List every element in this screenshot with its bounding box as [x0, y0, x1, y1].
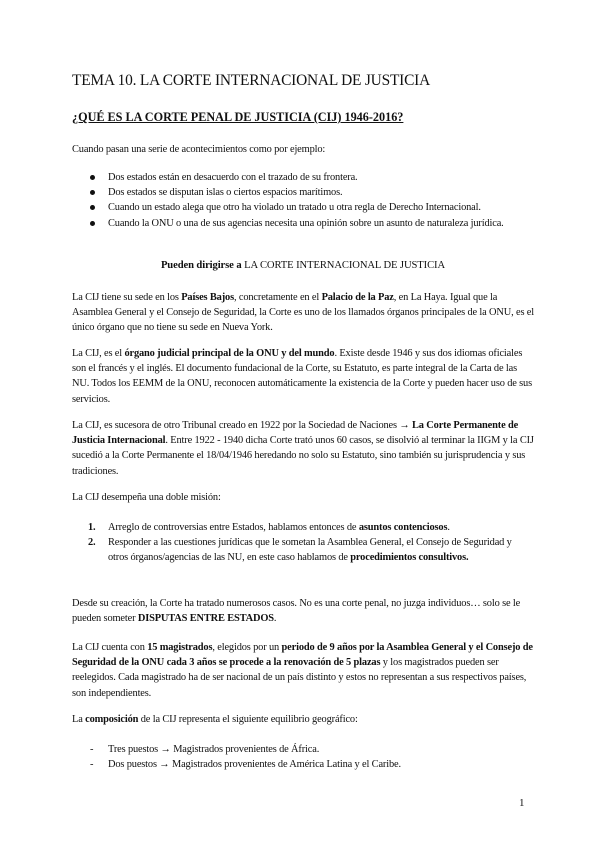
list-item: 2. Responder a las cuestiones jurídicas que le sometan la Asamblea General, el Consejo de Seguridad y otros órganos/agencias de las NU, en este caso hablamos de procedimientos consultivos.: [88, 537, 512, 564]
composition-list: [90, 742, 534, 772]
list-item: - Tres puestos → Magistrados provenientes de África.: [90, 744, 320, 755]
center-heading: Pueden dirigirse a LA CORTE INTERNACIONAL DE JUSTICIA: [160, 260, 446, 271]
intro-paragraph: Cuando pasan una serie de acontecimientos como por ejemplo:: [72, 144, 326, 155]
list-item: 1. Arreglo de controversias entre Estados, hablamos entonces de asuntos contenciosos.: [88, 522, 450, 533]
paragraph-sede: La CIJ tiene su sede en los Países Bajos, concretamente en el Palacio de la Paz, en La Haya. Igual que la Asamblea General y el Consejo de Seguridad, la Corte es uno de los llamados órganos principales de la ONU, es el único órgano que no tiene su sede en Nueva York.: [72, 292, 535, 334]
bullet-icon: [90, 205, 95, 210]
bullet-icon: [90, 221, 95, 226]
list-item: Cuando la ONU o una de sus agencias necesita una opinión sobre un asunto de naturaleza jurídica.: [86, 216, 534, 231]
paragraph-sucesora: La CIJ, es sucesora de otro Tribunal creado en 1922 por la Sociedad de Naciones → La Corte Permanente de Justicia Internacional. Entre 1922 - 1940 dicha Corte trató unos 60 casos, se disolvió al terminar la IIGM y la CIJ sucedió a la Corte Permanente el 18/04/1946 heredando no solo su Estatuto, sino también su jurisprudencia y sus tradiciones.: [72, 420, 534, 477]
paragraph-casos: Desde su creación, la Corte ha tratado numerosos casos. No es una corte penal, no juzga individuos… solo se le pueden someter DISPUTAS ENTRE ESTADOS.: [72, 598, 521, 625]
section-subtitle: ¿QUÉ ES LA CORTE PENAL DE JUSTICIA (CIJ) 1946-2016?: [72, 110, 404, 124]
paragraph-magistrados: La CIJ cuenta con 15 magistrados, elegidos por un periodo de 9 años por la Asamblea General y el Consejo de Seguridad de la ONU cada 3 años se procede a la renovación de 5 plazas y los magistrados pueden ser reelegidos. Cada magistrado ha de ser nacional de un país distinto y estos no representan a sus respectivos países, son independientes.: [72, 642, 533, 699]
paragraph-mision: La CIJ desempeña una doble misión:: [72, 492, 221, 503]
missions-list: [86, 520, 534, 566]
examples-list: [86, 170, 534, 231]
paragraph-composicion: La composición de la CIJ representa el siguiente equilibrio geográfico:: [72, 714, 358, 725]
list-item: Dos estados están en desacuerdo con el trazado de su frontera.: [86, 170, 534, 185]
page-title: TEMA 10. LA CORTE INTERNACIONAL DE JUSTICIA: [72, 72, 430, 89]
list-item: - Dos puestos → Magistrados provenientes de América Latina y el Caribe.: [90, 759, 401, 771]
page-number: 1: [519, 797, 525, 809]
bullet-icon: [90, 190, 95, 195]
list-item: Cuando un estado alega que otro ha violado un tratado u otra regla de Derecho Internacional.: [86, 200, 534, 215]
paragraph-organo: La CIJ, es el órgano judicial principal de la ONU y del mundo. Existe desde 1946 y sus dos idiomas oficiales son el francés y el inglés. El documento fundacional de la Corte, su Estatuto, es parte integral de la Carta de las NU. Todos los EEMM de la ONU, reconocen automáticamente la existencia de la Corte y pueden hacer uso de sus servicios.: [72, 348, 532, 405]
bullet-icon: [90, 175, 95, 180]
list-item: Dos estados se disputan islas o ciertos espacios marítimos.: [86, 185, 534, 200]
